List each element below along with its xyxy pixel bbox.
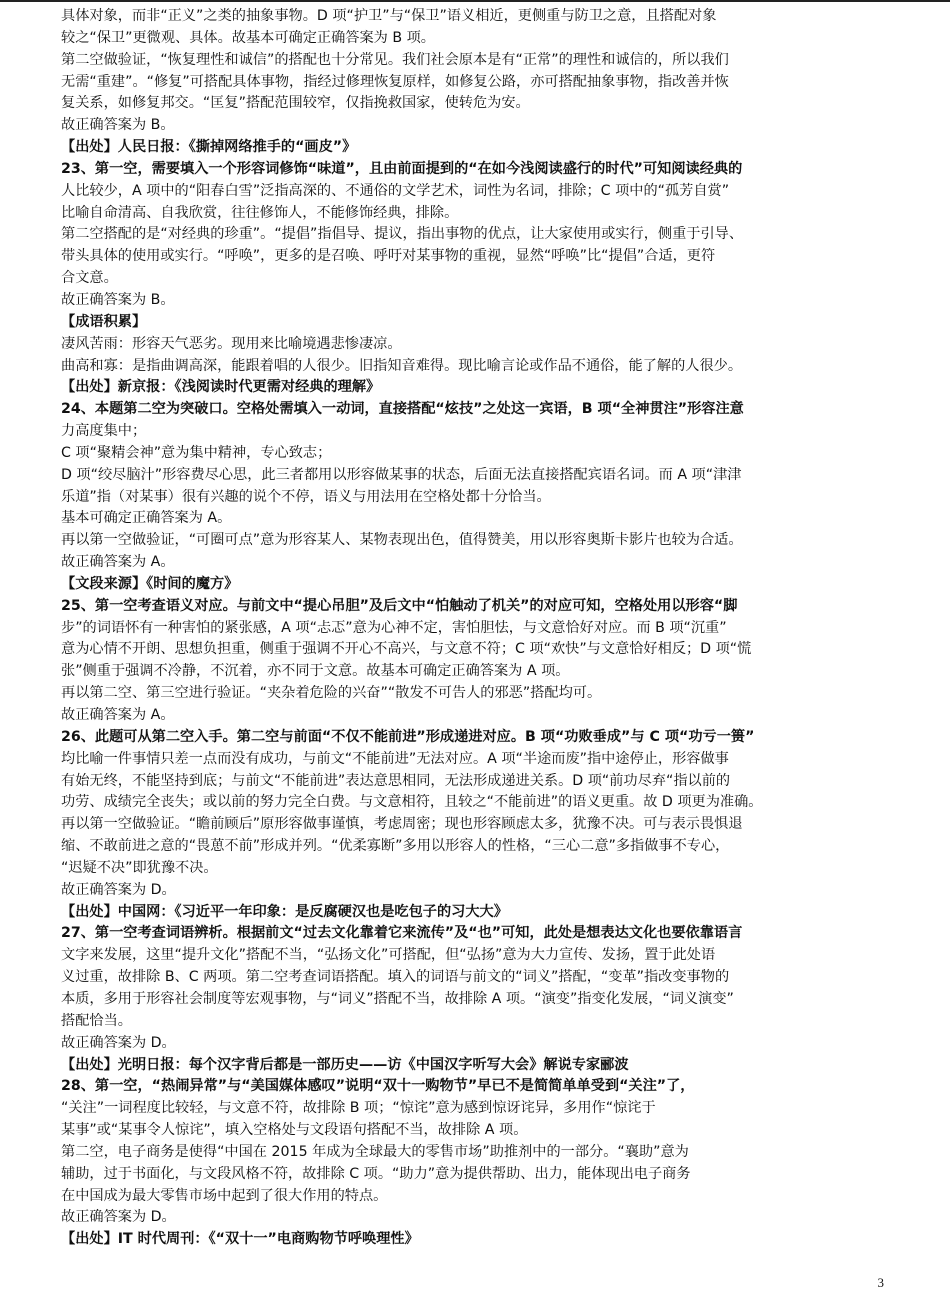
- text-line: 第二空搭配的是“对经典的珍重”。“提倡”指倡导、提议，指出事物的优点，让大家使用或实行，侧重于引导、: [61, 226, 744, 243]
- text-line: 25、第一空考查语义对应。与前文中“提心吊胆”及后文中“怕触动了机关”的对应可知，空格处用以形容“脚: [61, 597, 738, 614]
- text-line: 故正确答案为 D。: [61, 881, 176, 898]
- text-line: 缩、不敢前进之意的“畏葸不前”形成并列。“优柔寡断”多用以形容人的性格，“三心二意”多指做事不专心，: [61, 838, 730, 855]
- text-line: 均比喻一件事情只差一点而没有成功，与前文“不能前进”无法对应。A 项“半途而废”指中途停止，形容做事: [61, 750, 729, 767]
- section-label: 【出处】IT 时代周刊：《“双十一”电商购物节呼唤理性》: [61, 1231, 419, 1248]
- text-line: 再以第一空做验证，“可圈可点”意为形容某人、某物表现出色，值得赞美，用以形容奥斯卡影片也较为合适。: [61, 532, 743, 549]
- text-line: 第二空做验证，“恢复理性和诚信”的搭配也十分常见。我们社会原本是有“正常”的理性和诚信的，所以我们: [61, 51, 729, 68]
- text-line: “迟疑不决”即犹豫不决。: [61, 859, 218, 876]
- text-line: 乐道”指（对某事）很有兴趣的说个不停，语义与用法用在空格处都十分恰当。: [61, 488, 551, 505]
- text-line: 辅助，过于书面化，与文段风格不符，故排除 C 项。“助力”意为提供帮助、出力，能体现出电子商务: [61, 1165, 691, 1182]
- text-line: 带头具体的使用或实行。“呼唤”，更多的是召唤、呼吁对某事物的重视，显然“呼唤”比“提倡”合适，更符: [61, 248, 716, 265]
- text-line: 意为心情不开朗、思想负担重，侧重于强调不开心不高兴，与文意不符；C 项“欢快”与文意恰好相反；D 项“慌: [61, 641, 752, 658]
- section-label: 【出处】光明日报：每个汉字背后都是一部历史——访《中国汉字听写大会》解说专家郦波: [61, 1056, 629, 1073]
- text-line: 24、本题第二空为突破口。空格处需填入一动词，直接搭配“炫技”之处这一宾语，B 项“全神贯注”形容注意: [61, 401, 744, 418]
- text-line: 本质，多用于形容社会制度等宏观事物，与“词义”搭配不当，故排除 A 项。“演变”指变化发展，“词义演变”: [61, 990, 734, 1007]
- section-label: 【成语积累】: [61, 313, 147, 330]
- text-line: 在中国成为最大零售市场中起到了很大作用的特点。: [61, 1187, 388, 1204]
- text-line: 故正确答案为 B。: [61, 117, 175, 134]
- text-line: 功劳、成绩完全丧失；或以前的努力完全白费。与文意相符，且较之“不能前进”的语义更重。故 D 项更为准确。: [61, 794, 763, 811]
- text-line: 比喻自命清高、自我欣赏，往往修饰人，不能修饰经典，排除。: [61, 204, 459, 221]
- section-label: 【出处】人民日报：《撕掉网络推手的“画皮”》: [61, 139, 357, 156]
- text-line: 力高度集中；: [61, 423, 147, 440]
- section-label: 【文段来源】《时间的魔方》: [61, 575, 239, 592]
- text-line: 故正确答案为 A。: [61, 554, 175, 571]
- text-line: 文字来发展，这里“提升文化”搭配不当，“弘扬文化”可搭配，但“弘扬”意为大力宣传、发扬，置于此处语: [61, 947, 716, 964]
- text-line: 人比较少，A 项中的“阳春白雪”泛指高深的、不通俗的文学艺术，词性为名词，排除；C 项中的“孤芳自赏”: [61, 182, 730, 199]
- text-line: D 项“绞尽脑汁”形容费尽心思，此三者都用以形容做某事的状态，后面无法直接搭配宾语名词。而 A 项“津津: [61, 466, 742, 483]
- text-line: 具体对象，而非“正义”之类的抽象事物。D 项“护卫”与“保卫”语义相近，更侧重与防卫之意，且搭配对象: [61, 8, 717, 24]
- text-line: 故正确答案为 D。: [61, 1209, 176, 1226]
- section-label: 【出处】新京报：《浅阅读时代更需对经典的理解》: [61, 379, 381, 396]
- text-line: 26、此题可从第二空入手。第二空与前面“不仅不能前进”形成递进对应。B 项“功败垂成”与 C 项“功亏一篑”: [61, 728, 755, 745]
- text-line: 再以第一空做验证。“瞻前顾后”原形容做事谨慎，考虑周密；现也形容顾虑太多，犹豫不决。可与表示畏惧退: [61, 816, 743, 833]
- document-body: [61, 6, 891, 1251]
- text-line: 故正确答案为 B。: [61, 291, 175, 308]
- text-line: C 项“聚精会神”意为集中精神，专心致志；: [61, 444, 332, 461]
- text-line: 23、第一空，需要填入一个形容词修饰“味道”，且由前面提到的“在如今浅阅读盛行的时代”可知阅读经典的: [61, 160, 743, 177]
- text-line: 无需“重建”。“修复”可搭配具体事物，指经过修理恢复原样，如修复公路，亦可搭配抽象事物，指改善并恢: [61, 73, 729, 90]
- section-label: 【出处】中国网：《习近平一年印象：是反腐硬汉也是吃包子的习大大》: [61, 903, 508, 920]
- text-line: 基本可确定正确答案为 A。: [61, 510, 232, 527]
- text-line: 曲高和寡：是指曲调高深，能跟着唱的人很少。旧指知音难得。现比喻言论或作品不通俗，能了解的人很少。: [61, 357, 743, 374]
- text-line: 故正确答案为 A。: [61, 707, 175, 723]
- text-line: 某事”或“某事令人惊诧”，填入空格处与文段语句搭配不当，故排除 A 项。: [61, 1122, 528, 1139]
- text-line: 搭配恰当。: [61, 1012, 132, 1029]
- text-line: 有始无终，不能坚持到底；与前文“不能前进”表达意思相同，无法形成递进关系。D 项“前功尽弃“指以前的: [61, 772, 731, 789]
- text-line: 复关系，如修复邦交。“匡复”搭配范围较窄，仅指挽救国家，使转危为安。: [61, 95, 530, 112]
- text-line: 凄风苦雨：形容天气恶劣。现用来比喻境遇悲惨凄凉。: [61, 335, 402, 352]
- text-line: 第二空，电子商务是使得“中国在 2015 年成为全球最大的零售市场”助推剂中的一部分。“襄助”意为: [61, 1143, 689, 1160]
- text-line: 合文意。: [61, 270, 118, 287]
- text-line: 再以第二空、第三空进行验证。“夹杂着危险的兴奋”“散发不可告人的邪恶”搭配均可。: [61, 685, 602, 702]
- text-line: “关注”一词程度比较轻，与文意不符，故排除 B 项；“惊诧”意为感到惊讶诧异，多用作“惊诧于: [61, 1100, 656, 1117]
- text-line: 28、第一空，“热闹异常”与“美国媒体感叹”说明“双十一购物节”早已不是简简单单受到“关注”了，: [61, 1078, 695, 1095]
- text-line: 故正确答案为 D。: [61, 1034, 176, 1051]
- text-line: 张”侧重于强调不冷静，不沉着，亦不同于文意。故基本可确定正确答案为 A 项。: [61, 663, 570, 680]
- text-line: 27、第一空考查词语辨析。根据前文“过去文化靠着它来流传”及“也”可知，此处是想表达文化也要依靠语言: [61, 925, 743, 942]
- text-line: 义过重，故排除 B、C 两项。第二空考查词语搭配。填入的词语与前文的“词义”搭配，“变革”指改变事物的: [61, 969, 730, 986]
- text-line: 步”的词语怀有一种害怕的紧张感，A 项“忐忑”意为心神不定，害怕胆怯，与文意恰好对应。而 B 项“沉重”: [61, 619, 727, 636]
- text-line: 较之“保卫”更微观、具体。故基本可确定正确答案为 B 项。: [61, 29, 435, 46]
- page-number: 3: [877, 1275, 884, 1290]
